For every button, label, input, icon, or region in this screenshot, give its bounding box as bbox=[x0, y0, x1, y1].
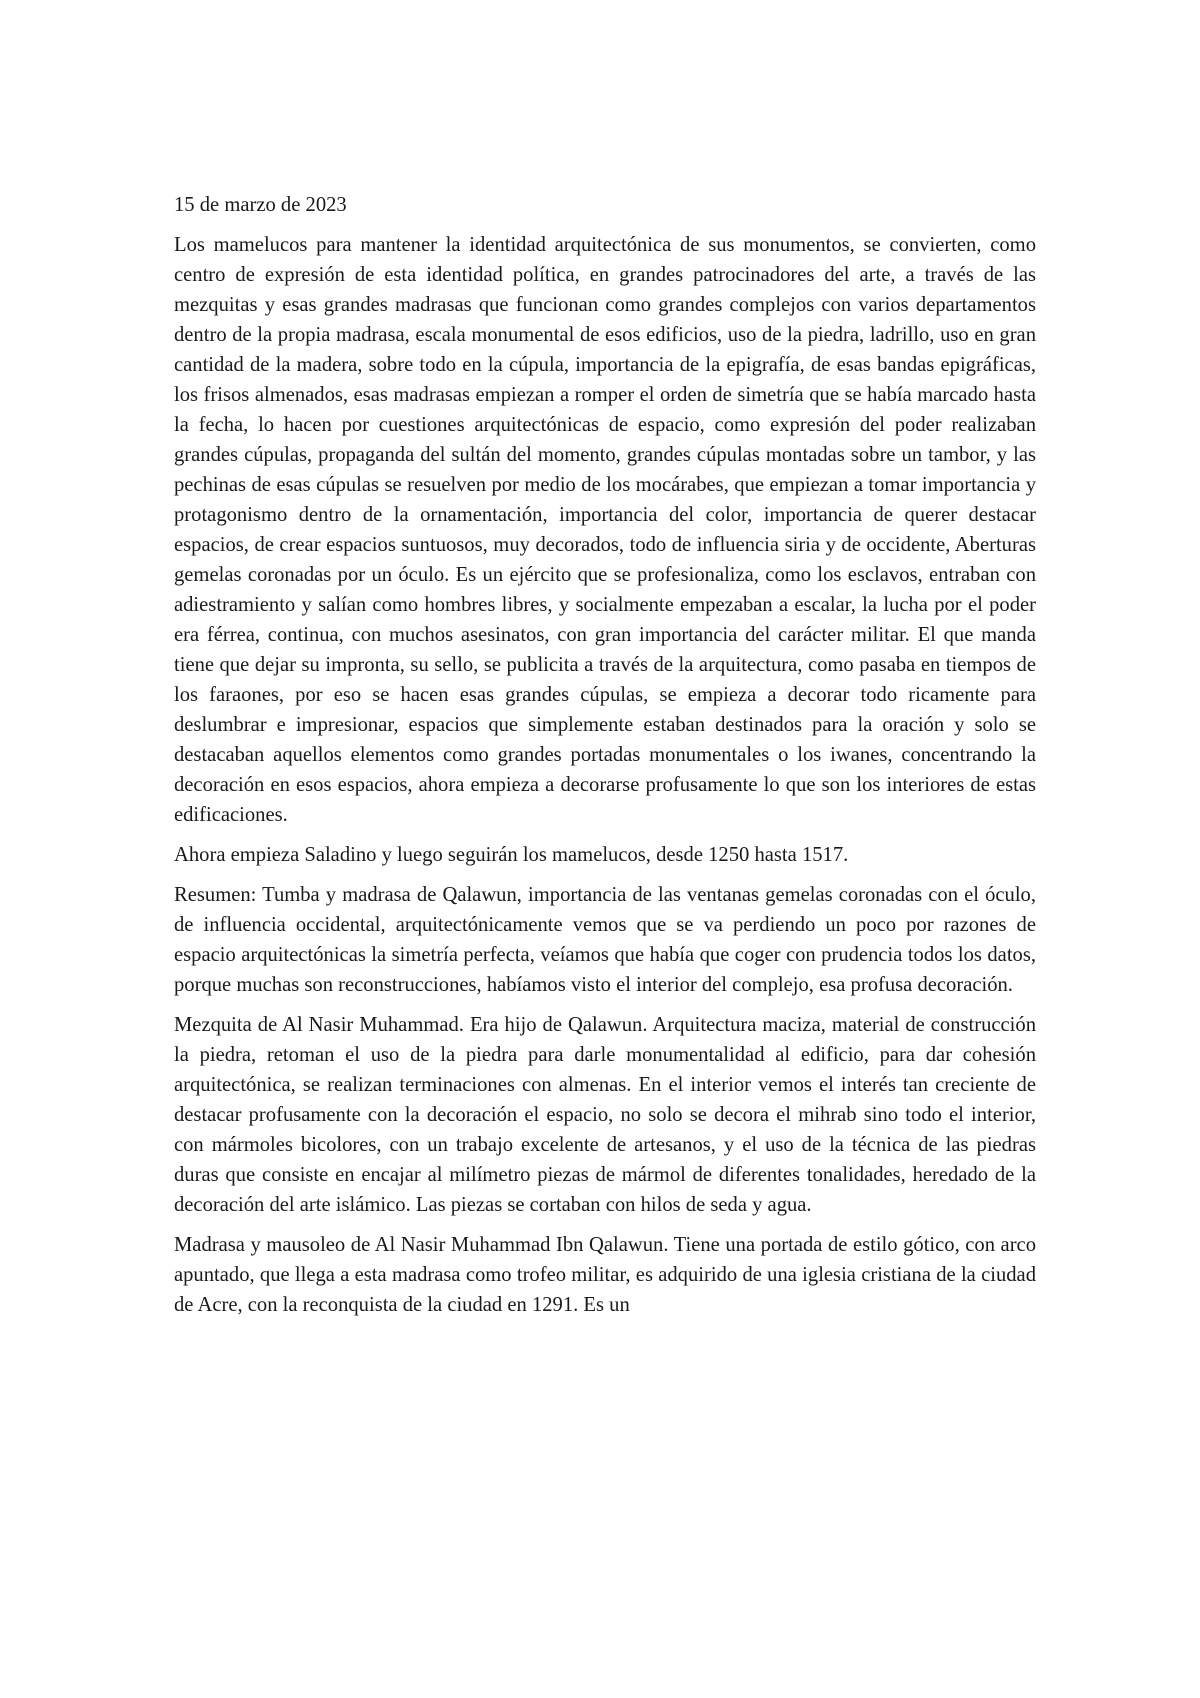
paragraph-resumen-qalawun: Resumen: Tumba y madrasa de Qalawun, importancia de las ventanas gemelas coronadas con el óculo, de influencia occidental, arquitectónicamente vemos que se va perdiendo un poco por razones de espacio arquitectónicas la simetría perfecta, veíamos que había que coger con prudencia todos los datos, porque muchas son reconstrucciones, habíamos visto el interior del complejo, esa profusa decoración. bbox=[174, 884, 1036, 996]
paragraph-madrasa-mausoleo: Madrasa y mausoleo de Al Nasir Muhammad Ibn Qalawun. Tiene una portada de estilo gótico, con arco apuntado, que llega a esta madrasa como trofeo militar, es adquirido de una iglesia cristiana de la ciudad de Acre, con la reconquista de la ciudad en 1291. Es un bbox=[174, 1234, 1036, 1316]
paragraph-mamelucos: Los mamelucos para mantener la identidad arquitectónica de sus monumentos, se convierten, como centro de expresión de esta identidad política, en grandes patrocinadores del arte, a través de las mezquitas y esas grandes madrasas que funcionan como grandes complejos con varios departamentos dentro de la propia madrasa, escala monumental de esos edificios, uso de la piedra, ladrillo, uso en gran cantidad de la madera, sobre todo en la cúpula, importancia de la epigrafía, de esas bandas epigráficas, los frisos almenados, esas madrasas empiezan a romper el orden de simetría que se había marcado hasta la fecha, lo hacen por cuestiones arquitectónicas de espacio, como expresión del poder realizaban grandes cúpulas, propaganda del sultán del momento, grandes cúpulas montadas sobre un tambor, y las pechinas de esas cúpulas se resuelven por medio de los mocárabes, que empiezan a tomar importancia y protagonismo dentro de la ornamentación, importancia del color, importancia de querer destacar espacios, de crear espacios suntuosos, muy decorados, todo de influencia siria y de occidente, Aberturas gemelas coronadas por un óculo. Es un ejército que se profesionaliza, como los esclavos, entraban con adiestramiento y salían como hombres libres, y socialmente empezaban a escalar, la lucha por el poder era férrea, continua, con muchos asesinatos, con gran importancia del carácter militar. El que manda tiene que dejar su impronta, su sello, se publicita a través de la arquitectura, como pasaba en tiempos de los faraones, por eso se hacen esas grandes cúpulas, se empieza a decorar todo ricamente para deslumbrar e impresionar, espacios que simplemente estaban destinados para la oración y solo se destacaban aquellos elementos como grandes portadas monumentales o los iwanes, concentrando la decoración en esos espacios, ahora empieza a decorarse profusamente lo que son los interiores de estas edificaciones. bbox=[174, 234, 1036, 826]
paragraph-mezquita-al-nasir: Mezquita de Al Nasir Muhammad. Era hijo de Qalawun. Arquitectura maciza, material de construcción la piedra, retoman el uso de la piedra para darle monumentalidad al edificio, para dar cohesión arquitectónica, se realizan terminaciones con almenas. En el interior vemos el interés tan creciente de destacar profusamente con la decoración el espacio, no solo se decora el mihrab sino todo el interior, con mármoles bicolores, con un trabajo excelente de artesanos, y el uso de la técnica de las piedras duras que consiste en encajar al milímetro piezas de mármol de diferentes tonalidades, heredado de la decoración del arte islámico. Las piezas se cortaban con hilos de seda y agua. bbox=[174, 1014, 1036, 1216]
paragraph-saladino: Ahora empieza Saladino y luego seguirán los mamelucos, desde 1250 hasta 1517. bbox=[174, 844, 849, 866]
document-body bbox=[174, 190, 1036, 1330]
document-date: 15 de marzo de 2023 bbox=[174, 194, 347, 216]
